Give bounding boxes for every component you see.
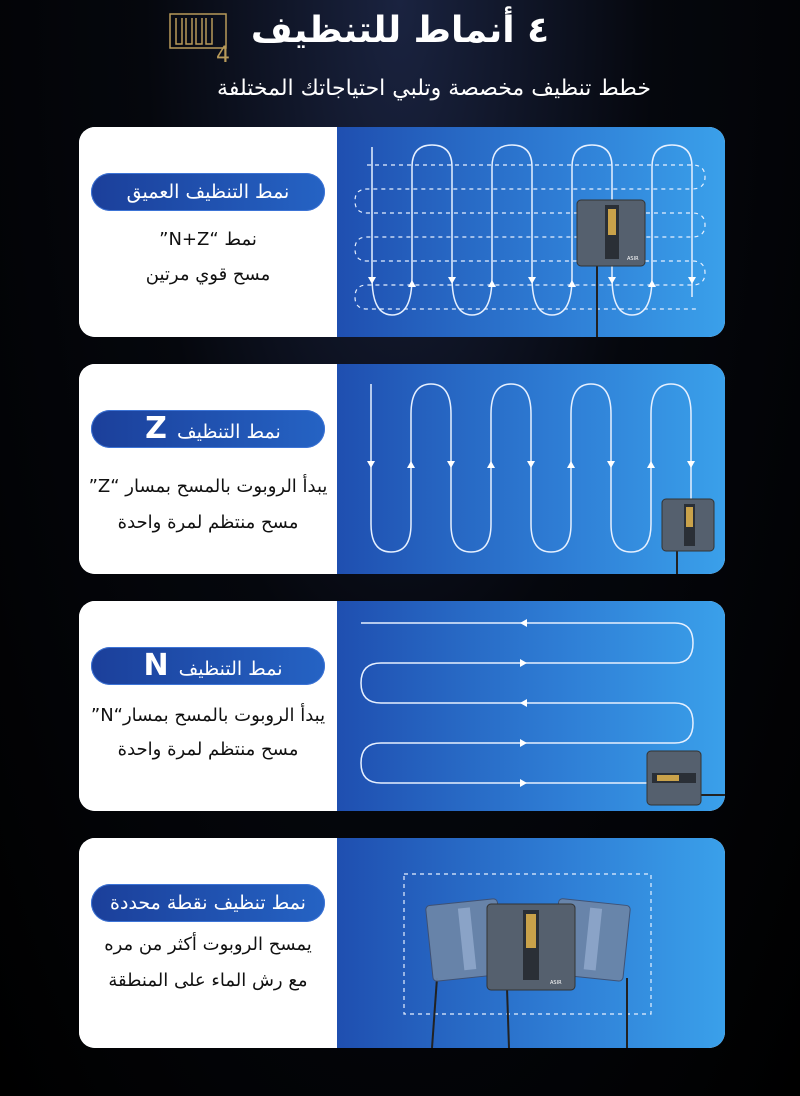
mode-line2: مسح منتظم لمرة واحدة bbox=[117, 739, 299, 760]
logo-number: 4 bbox=[216, 43, 230, 64]
mode-line1: يبدأ الروبوت بالمسح بمسار“N” bbox=[90, 705, 326, 726]
mode-line1: يبدأ الروبوت بالمسح بمسار “Z” bbox=[88, 476, 328, 497]
mode-card-n bbox=[79, 601, 725, 811]
page-title: ٤ أنماط للتنظيف bbox=[250, 10, 550, 51]
mode-line1: نمط “N+Z” bbox=[159, 229, 257, 250]
pattern-diagram-spot bbox=[337, 838, 725, 1048]
mode-line2: مسح قوي مرتين bbox=[145, 264, 271, 285]
mode-pill-n: نمط التنظيفN bbox=[91, 647, 325, 685]
mode-line1: يمسح الروبوت أكثر من مره bbox=[104, 934, 312, 955]
pattern-diagram-nz bbox=[337, 127, 725, 337]
mode-pill-spot: نمط تنظيف نقطة محددة bbox=[91, 884, 325, 922]
mode-line2: مع رش الماء على المنطقة bbox=[108, 970, 308, 991]
mode-pill-z: نمط التنظيفZ bbox=[91, 410, 325, 448]
pattern-diagram-n bbox=[337, 601, 725, 811]
robot-icon bbox=[662, 499, 714, 574]
pattern-diagram-z bbox=[337, 364, 725, 574]
robot-icon bbox=[647, 751, 725, 805]
robot-icon bbox=[577, 200, 645, 337]
mode-card-spot bbox=[79, 838, 725, 1048]
robot-icon bbox=[425, 898, 630, 1048]
svg-text:ASIR: ASIR bbox=[550, 980, 562, 986]
page-subtitle: خطط تنظيف مخصصة وتلبي احتياجاتك المختلفة bbox=[217, 76, 651, 101]
svg-text:ASIR: ASIR bbox=[627, 256, 639, 262]
mode-line2: مسح منتظم لمرة واحدة bbox=[117, 512, 299, 533]
mode-pill-deep: نمط التنظيف العميق bbox=[91, 173, 325, 211]
mode-card-z bbox=[79, 364, 725, 574]
mode-card-deep bbox=[79, 127, 725, 337]
